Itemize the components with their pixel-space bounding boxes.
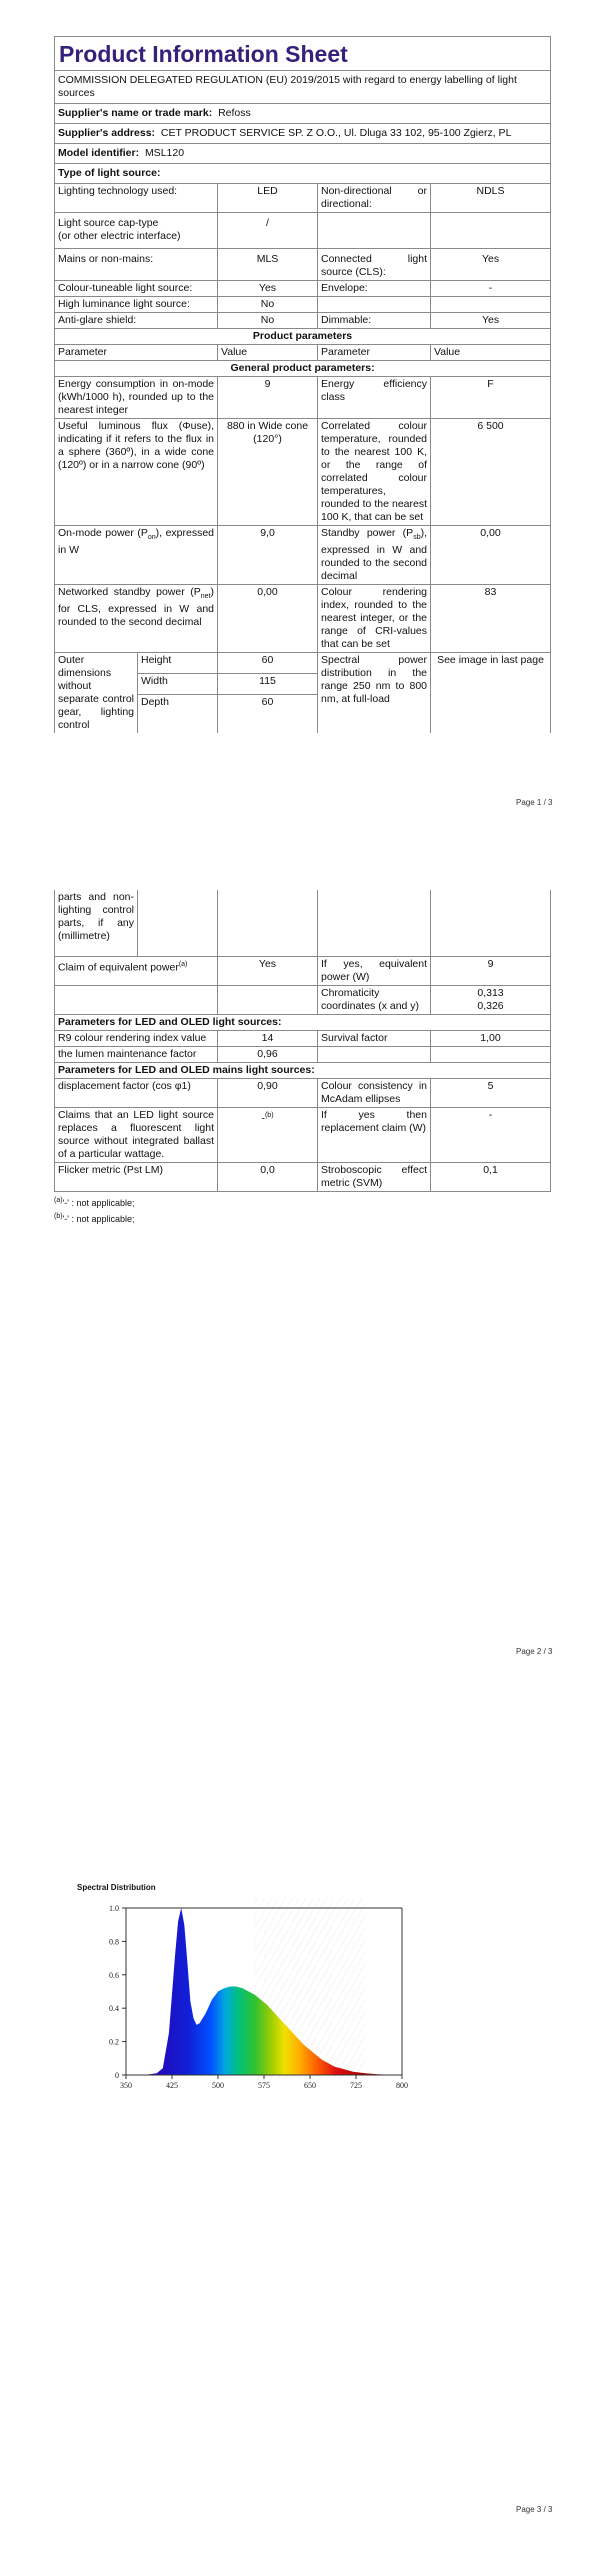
col-value: Value [218, 345, 318, 361]
model-value: MSL120 [144, 147, 185, 159]
r9-value: 14 [218, 1031, 318, 1047]
y-tick-label: 0.4 [109, 2004, 119, 2014]
r9-label: R9 colour rendering index value [55, 1031, 218, 1047]
replacement-claim-value: - [431, 1108, 551, 1163]
width-value: 115 [218, 674, 318, 695]
led-parameters-heading: Parameters for LED and OLED light sources: [55, 1015, 551, 1031]
energy-efficiency-value: F [431, 377, 551, 419]
type-label: Lighting technology used: [55, 184, 218, 213]
footnote-b-mark: (b) [54, 1213, 63, 1220]
y-tick-label: 0.6 [109, 1970, 119, 1980]
dimension-row [55, 653, 551, 674]
lumen-maintenance-value: 0,96 [218, 1047, 318, 1063]
footnotes [54, 1194, 550, 1226]
type-of-light-source-heading: Type of light source: [55, 164, 551, 184]
mcadam-label: Colour consistency in McAdam ellipses [318, 1079, 431, 1108]
x-tick-label: 725 [350, 2081, 362, 2090]
type-row [55, 313, 551, 329]
type-label: High luminance light source: [55, 297, 218, 313]
chromaticity-label: Chromaticity coordinates (x and y) [318, 986, 431, 1015]
x-tick-label: 800 [396, 2081, 408, 2090]
footnote-a-ref: (a) [178, 961, 188, 968]
footnote-b [54, 1210, 550, 1226]
standby-power-label-text-2: ), expressed in W and rounded to the second decimal [321, 527, 428, 583]
stroboscopic-value: 0,1 [431, 1163, 551, 1192]
on-mode-power-label [55, 526, 218, 585]
type-label-2 [318, 213, 431, 249]
type-value: LED [218, 184, 318, 213]
x-tick-label: 575 [258, 2081, 270, 2090]
info-table-top [54, 36, 551, 377]
spectral-distribution-value: See image in last page [431, 653, 551, 734]
cct-value: 6 500 [431, 419, 551, 526]
supplier-address-label: Supplier's address: [58, 127, 156, 139]
fluorescent-claim-value-text: - [261, 1112, 265, 1125]
fluorescent-claim-label: Claims that an LED light source replaces a fluorescent light source without integrated ballast of a particular wattage. [55, 1108, 218, 1163]
luminous-flux-value: 880 in Wide cone (120°) [218, 419, 318, 526]
type-value-2: Yes [431, 313, 551, 329]
y-tick-label: 0.8 [109, 1937, 119, 1947]
param-row [55, 585, 551, 653]
networked-standby-label-text: Networked standby power (P [58, 586, 201, 599]
depth-label: Depth [138, 695, 218, 734]
type-label-2: Non-directional or directional: [318, 184, 431, 213]
type-value-2: - [431, 281, 551, 297]
y-tick-label: 1.0 [109, 1904, 119, 1913]
cap-type-sublabel: (or other electric interface) [58, 230, 181, 242]
x-tick-label: 350 [120, 2081, 132, 2090]
flicker-label: Flicker metric (Pst LM) [55, 1163, 218, 1192]
footnote-a [54, 1194, 550, 1210]
standby-power-label-text: Standby power (P [321, 527, 414, 539]
y-tick-label: 0.2 [109, 2037, 119, 2047]
general-parameters-heading: General product parameters: [55, 361, 551, 377]
replacement-claim-label: If yes then replacement claim (W) [318, 1108, 431, 1163]
equivalent-power-claim-label [55, 957, 218, 986]
param-row [55, 1047, 551, 1063]
empty-cell [431, 890, 551, 957]
networked-standby-label [55, 585, 218, 653]
page-number: Page 1 / 3 [516, 798, 553, 807]
fluorescent-claim-value [218, 1108, 318, 1163]
height-label: Height [138, 653, 218, 674]
displacement-factor-label: displacement factor (cos φ1) [55, 1079, 218, 1108]
empty-cell [55, 986, 218, 1015]
energy-consumption-label: Energy consumption in on-mode (kWh/1000 h), rounded up to the nearest integer [55, 377, 218, 419]
supplier-name-value: Refoss [218, 107, 251, 119]
type-label [55, 213, 218, 249]
empty-cell [318, 1047, 431, 1063]
info-sheet-page-1 [54, 36, 550, 733]
supplier-name-row [55, 104, 551, 124]
param-row [55, 1163, 551, 1192]
empty-cell [431, 1047, 551, 1063]
equivalent-power-claim-value: Yes [218, 957, 318, 986]
chart-title: Spectral Distribution [77, 1883, 156, 1892]
param-row [55, 1108, 551, 1163]
param-row [55, 1031, 551, 1047]
param-row [55, 377, 551, 419]
general-parameters-table-cont [54, 890, 551, 1192]
mains-parameters-heading: Parameters for LED and OLED mains light sources: [55, 1063, 551, 1079]
type-row [55, 184, 551, 213]
outer-dimensions-label: Outer dimensions without separate control gear, lighting control [55, 653, 138, 734]
empty-cell [218, 986, 318, 1015]
on-mode-power-value: 9,0 [218, 526, 318, 585]
parameters-header-row [55, 345, 551, 361]
page-number: Page 3 / 3 [516, 2505, 553, 2514]
on-mode-power-sub: on [147, 534, 156, 542]
equivalent-power-label: If yes, equivalent power (W) [318, 957, 431, 986]
survival-factor-label: Survival factor [318, 1031, 431, 1047]
type-row [55, 297, 551, 313]
equivalent-power-value: 9 [431, 957, 551, 986]
supplier-name-label: Supplier's name or trade mark: [58, 107, 213, 119]
width-label: Width [138, 674, 218, 695]
type-value: MLS [218, 249, 318, 281]
model-row [55, 144, 551, 164]
empty-cell [138, 890, 218, 957]
type-label: Mains or non-mains: [55, 249, 218, 281]
page-number: Page 2 / 3 [516, 1647, 553, 1656]
standby-power-label [318, 526, 431, 585]
dimension-row-cont [55, 890, 551, 957]
footnote-b-ref: (b) [264, 1112, 274, 1119]
page-2 [0, 860, 603, 1760]
mcadam-value: 5 [431, 1079, 551, 1108]
footnote-a-text: '-' : not applicable; [62, 1198, 135, 1208]
regulation-text: COMMISSION DELEGATED REGULATION (EU) 2019/2015 with regard to energy labelling of light sources [55, 71, 551, 104]
cri-label: Colour rendering index, rounded to the nearest integer, or the range of CRI-values that can be set [318, 585, 431, 653]
empty-cell [318, 890, 431, 957]
type-value-2 [431, 213, 551, 249]
sheet-title: Product Information Sheet [55, 37, 551, 71]
supplier-address-row [55, 124, 551, 144]
type-value: Yes [218, 281, 318, 297]
col-parameter: Parameter [55, 345, 218, 361]
param-row [55, 419, 551, 526]
footnote-b-text: '-' : not applicable; [62, 1214, 135, 1224]
param-row [55, 526, 551, 585]
x-tick-label: 650 [304, 2081, 316, 2090]
stroboscopic-label: Stroboscopic effect metric (SVM) [318, 1163, 431, 1192]
equivalent-power-claim-text: Claim of equivalent power [58, 961, 179, 974]
energy-efficiency-label: Energy efficiency class [318, 377, 431, 419]
supplier-address-value: CET PRODUCT SERVICE SP. Z O.O., Ul. Dluga 33 102, 95-100 Zgierz, PL [160, 127, 512, 139]
lumen-maintenance-label: the lumen maintenance factor [55, 1047, 218, 1063]
type-label-2: Connected light source (CLS): [318, 249, 431, 281]
cap-type-label: Light source cap-type [58, 217, 159, 229]
energy-consumption-value: 9 [218, 377, 318, 419]
x-tick-label: 500 [212, 2081, 224, 2090]
type-row [55, 281, 551, 297]
param-row [55, 986, 551, 1015]
standby-power-value: 0,00 [431, 526, 551, 585]
spectral-distribution-plot [60, 1880, 410, 2100]
type-value-2 [431, 297, 551, 313]
outer-dimensions-label-cont: parts and non-lighting control parts, if any (millimetre) [55, 890, 138, 957]
type-row [55, 213, 551, 249]
flicker-value: 0,0 [218, 1163, 318, 1192]
general-parameters-table [54, 377, 551, 733]
luminous-flux-label: Useful luminous flux (Φuse), indicating if it refers to the flux in a sphere (360º), in a wide cone (120º) or in a narrow cone (90º) [55, 419, 218, 526]
cct-label: Correlated colour temperature, rounded to the nearest 100 K, or the range of correlated colour temperatures, rounded to the nearest 100 K, that can be set [318, 419, 431, 526]
spectral-distribution-chart [60, 1880, 410, 2100]
height-value: 60 [218, 653, 318, 674]
param-row [55, 1079, 551, 1108]
on-mode-power-label-text-2: ), expressed in W [58, 527, 215, 557]
chromaticity-y: 0,326 [477, 1000, 504, 1012]
chromaticity-value [431, 986, 551, 1015]
type-label-2 [318, 297, 431, 313]
type-label-2: Envelope: [318, 281, 431, 297]
displacement-factor-value: 0,90 [218, 1079, 318, 1108]
col-parameter: Parameter [318, 345, 431, 361]
type-value-2: Yes [431, 249, 551, 281]
networked-standby-value: 0,00 [218, 585, 318, 653]
spectral-distribution-label: Spectral power distribution in the range 250 nm to 800 nm, at full-load [318, 653, 431, 734]
y-tick-label: 0 [115, 2071, 119, 2080]
depth-value: 60 [218, 695, 318, 734]
empty-cell [218, 890, 318, 957]
chromaticity-x: 0,313 [477, 987, 504, 999]
type-label: Colour-tuneable light source: [55, 281, 218, 297]
model-label: Model identifier: [58, 147, 140, 159]
networked-standby-label-text-2: ) for CLS, expressed in W and rounded to the second decimal [58, 586, 215, 629]
on-mode-power-label-text: On-mode power (P [58, 527, 148, 539]
survival-factor-value: 1,00 [431, 1031, 551, 1047]
type-value: No [218, 313, 318, 329]
type-value-2: NDLS [431, 184, 551, 213]
type-value: No [218, 297, 318, 313]
type-value: / [218, 213, 318, 249]
product-parameters-heading: Product parameters [55, 329, 551, 345]
param-row [55, 957, 551, 986]
type-label-2: Dimmable: [318, 313, 431, 329]
x-tick-label: 425 [166, 2081, 178, 2090]
cri-value: 83 [431, 585, 551, 653]
type-label: Anti-glare shield: [55, 313, 218, 329]
type-row [55, 249, 551, 281]
col-value: Value [431, 345, 551, 361]
networked-standby-sub: net [200, 593, 211, 601]
info-sheet-page-2 [54, 890, 550, 1226]
page-1 [0, 0, 603, 860]
footnote-a-mark: (a) [54, 1197, 63, 1204]
standby-power-sub: sb [413, 534, 421, 542]
